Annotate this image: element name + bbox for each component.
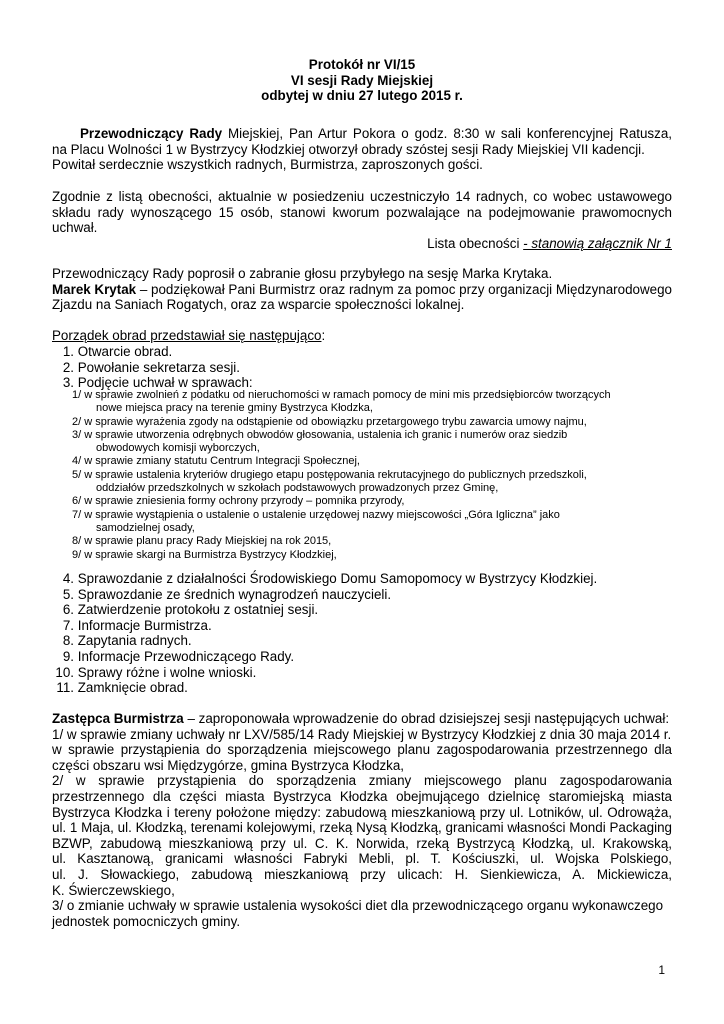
agenda-item-number: 8. bbox=[62, 633, 74, 649]
agenda-sub-item bbox=[72, 416, 672, 429]
agenda-item-label: Zatwierdzenie protokołu z ostatniej sesji. bbox=[77, 602, 319, 618]
agenda-sub-item-line-1: 6/ w sprawie zniesienia formy ochrony przyrody – pomnika przyrody, bbox=[72, 495, 405, 508]
quorum-paragraph bbox=[52, 189, 672, 236]
agenda-sub-item-line-1: 3/ w sprawie utworzenia odrębnych obwodów głosowania, ustalenia ich granic i numerów oraz siedzib bbox=[72, 428, 568, 441]
agenda-sub-item-line-1: 5/ w sprawie ustalenia kryteriów drugiego etapu postępowania rekrutacyjnego do publicznych przedszkoli, bbox=[72, 468, 587, 481]
agenda-item-label: Zapytania radnych. bbox=[77, 633, 192, 649]
agenda-sub-item-line-1: 9/ w sprawie skargi na Burmistrza Bystrzycy Kłodzkiej, bbox=[72, 548, 337, 561]
quorum-text-1: Zgodnie z listą obecności, aktualnie w posiedzeniu uczestniczyło 14 radnych, co wobec ustawowego bbox=[52, 189, 672, 204]
agenda-list-bottom bbox=[50, 571, 597, 696]
agenda-sub-item bbox=[72, 455, 672, 468]
agenda-item bbox=[50, 633, 597, 649]
agenda-item-label: Sprawozdanie ze średnich wynagrodzeń nauczycieli. bbox=[77, 586, 392, 602]
agenda-item-label: Sprawy różne i wolne wnioski. bbox=[77, 664, 257, 680]
quorum-text-3: uchwał. bbox=[52, 220, 98, 236]
speaker-text-3: Zjazdu na Saniach Rogatych, oraz za wsparcie społeczności lokalnej. bbox=[52, 297, 465, 313]
agenda-item bbox=[50, 571, 597, 587]
agenda-sub-item-line-1: 7/ w sprawie wystąpienia o ustalenie o ustalenie urzędowej nazwy miejscowości „Góra Igliczna” jako bbox=[72, 508, 560, 521]
intro-text-1: Miejskiej, Pan Artur Pokora o godz. 8:30 w sali konferencyjnej Ratusza, bbox=[222, 126, 672, 141]
agenda-item-number: 10. bbox=[55, 664, 74, 680]
speaker-name: Marek Krytak bbox=[52, 281, 137, 297]
agenda-sub-item bbox=[72, 469, 672, 496]
agenda-sub-item bbox=[72, 535, 672, 548]
attendance-label: Lista obecności bbox=[427, 236, 524, 251]
agenda-item-label: Otwarcie obrad. bbox=[77, 344, 173, 359]
agenda-item-label: Podjęcie uchwał w sprawach: bbox=[77, 375, 253, 391]
agenda-item-label: Powołanie sekretarza sesji. bbox=[77, 359, 240, 375]
agenda-item-number: 5. bbox=[62, 586, 74, 602]
agenda-item bbox=[50, 587, 597, 603]
agenda-sub-item bbox=[72, 389, 672, 416]
deputy-text-line: przestrzennego dla części miasta Bystrzyca Kłodzka obejmującego dzielnicę staromiejską miasta bbox=[52, 788, 672, 804]
attendance-attachment-link[interactable]: - stanowią załącznik Nr 1 bbox=[523, 236, 672, 251]
agenda-item bbox=[50, 618, 597, 634]
deputy-text-line: ul. J. Słowackiego, zabudową mieszkaniową przy ulicach: H. Sienkiewicza, A. Mickiewicza, bbox=[52, 866, 672, 882]
protocol-number: Protokół nr VI/15 bbox=[308, 57, 416, 72]
agenda-item bbox=[50, 680, 597, 696]
intro-text-3: Powitał serdecznie wszystkich radnych, Burmistrza, zaproszonych gości. bbox=[52, 157, 483, 173]
session-title: VI sesji Rady Miejskiej bbox=[290, 72, 434, 88]
attendance-note bbox=[427, 236, 672, 252]
speaker-text-1: Przewodniczący Rady poprosił o zabranie głosu przybyłego na sesję Marka Krytaka. bbox=[52, 266, 553, 281]
intro-text-2: na Placu Wolności 1 w Bystrzycy Kłodzkiej otworzył obrady szóstej sesji Rady Miejskiej VII kadencji. bbox=[52, 141, 645, 157]
agenda-sub-item-line-2: nowe miejsca pracy na terenie gminy Bystrzyca Kłodzka, bbox=[96, 402, 373, 415]
agenda-item bbox=[50, 649, 597, 665]
agenda-item-number: 4. bbox=[62, 571, 74, 586]
quorum-text-2: składu rady wynoszącego 15 osób, stanowi kworum pozwalające na podejmowanie prawomocnych bbox=[52, 204, 672, 220]
deputy-text-line: ul. 1 Maja, ul. Kłodzką, terenami kolejowymi, rzeką Nysą Kłodzką, granicami własności Mondi Packaging bbox=[52, 820, 672, 836]
agenda-item bbox=[50, 602, 597, 618]
deputy-text-line: 2/ w sprawie przystąpienia do sporządzenia zmiany miejscowego planu zagospodarowania bbox=[52, 773, 672, 789]
agenda-sub-list bbox=[72, 389, 672, 562]
agenda-sub-item-line-2: oddziałów przedszkolnych w szkołach podstawowych prowadzonych przez Gminę, bbox=[96, 482, 499, 495]
agenda-item bbox=[57, 360, 253, 376]
agenda-sub-item-line-2: samodzielnej osady, bbox=[96, 521, 195, 534]
deputy-text-line: 1/ w sprawie zmiany uchwały nr LXV/585/14 Rady Miejskiej w Bystrzycy Kłodzkiej z dnia 30 maja 2014 r. bbox=[52, 726, 672, 742]
deputy-text-line: ul. Kasztanową, granicami własności Fabryki Mebli, pl. T. Kościuszki, ul. Wojska Polskiego, bbox=[52, 851, 672, 867]
agenda-item-number: 11. bbox=[56, 680, 74, 696]
agenda-sub-item-line-1: 4/ w sprawie zmiany statutu Centrum Integracji Społecznej, bbox=[72, 455, 360, 468]
agenda-sub-item-line-1: 2/ w sprawie wyrażenia zgody na odstąpienie od obowiązku przetargowego trybu zawarcia umowy najmu, bbox=[72, 415, 587, 428]
speaker-paragraph bbox=[52, 266, 672, 313]
deputy-text-line: K. Świerczewskiego, bbox=[52, 882, 175, 898]
agenda-heading-text: Porządek obrad przedstawiał się następująco bbox=[52, 328, 322, 343]
agenda-heading bbox=[52, 328, 672, 344]
deputy-mayor-label: Zastępca Burmistrza bbox=[52, 711, 184, 726]
deputy-text-line bbox=[52, 711, 672, 727]
agenda-item-number: 7. bbox=[62, 617, 74, 633]
agenda-sub-item-line-1: 8/ w sprawie planu pracy Rady Miejskiej na rok 2015, bbox=[72, 535, 332, 548]
agenda-list-top bbox=[57, 344, 253, 391]
agenda-sub-item-line-2: obwodowych komisji wyborczych, bbox=[96, 442, 260, 455]
agenda-sub-item bbox=[72, 549, 672, 562]
agenda-item bbox=[57, 344, 253, 360]
agenda-item-label: Zamknięcie obrad. bbox=[77, 680, 188, 696]
deputy-text-line: w sprawie przystąpienia do sporządzenia miejscowego planu zagospodarowania przestrzennego dla bbox=[52, 742, 672, 758]
agenda-item-label: Informacje Burmistrza. bbox=[77, 617, 212, 633]
deputy-text-first: – zaproponowała wprowadzenie do obrad dzisiejszej sesji następujących uchwał: bbox=[183, 711, 670, 726]
page-number: 1 bbox=[658, 963, 665, 977]
agenda-item-number: 9. bbox=[62, 648, 74, 664]
agenda-item-number: 6. bbox=[62, 602, 74, 618]
agenda-item-label: Sprawozdanie z działalności Środowiskiego Domu Samopomocy w Bystrzycy Kłodzkiej. bbox=[77, 571, 598, 586]
agenda-item-number: 2. bbox=[62, 359, 74, 375]
agenda-heading-colon: : bbox=[321, 328, 326, 343]
speaker-text-2: – podziękował Pani Burmistrz oraz radnym za pomoc przy organizacji Międzynarodowego bbox=[136, 281, 672, 297]
deputy-text-line: Bystrzyca Kłodzka i tereny położone między: zabudową mieszkaniową przy ul. Lotników, ul. Odrowąża, bbox=[52, 804, 672, 820]
chairman-label: Przewodniczący Rady bbox=[80, 126, 223, 141]
deputy-text-line: jednostek pomocniczych gminy. bbox=[52, 913, 241, 929]
intro-paragraph bbox=[52, 126, 672, 173]
agenda-sub-item-line-1: 1/ w sprawie zwolnień z podatku od nieruchomości w ramach pomocy de mini mis przedsiębiorców tworzących bbox=[72, 389, 611, 401]
agenda-item bbox=[50, 665, 597, 681]
deputy-text-line: BZWP, zabudową mieszkaniową przy ul. C. K. Norwida, rzeką Bystrzycą Kłodzką, ul. Krakowską, bbox=[52, 835, 672, 851]
agenda-item-number: 1. bbox=[62, 344, 74, 359]
agenda-sub-item bbox=[72, 495, 672, 508]
agenda-item-number: 3. bbox=[62, 375, 74, 391]
deputy-paragraph bbox=[52, 711, 672, 929]
document-header bbox=[0, 57, 724, 104]
agenda-sub-item bbox=[72, 429, 672, 456]
session-date: odbytej w dniu 27 lutego 2015 r. bbox=[261, 88, 463, 103]
deputy-text-line: 3/ o zmianie uchwały w sprawie ustalenia wysokości diet dla przewodniczącego organu wykonawczego bbox=[52, 898, 664, 914]
agenda-item-label: Informacje Przewodniczącego Rady. bbox=[77, 648, 295, 664]
deputy-text-line: części obszaru wsi Międzygórze, gmina Bystrzyca Kłodzka, bbox=[52, 757, 405, 773]
agenda-sub-item bbox=[72, 509, 672, 536]
